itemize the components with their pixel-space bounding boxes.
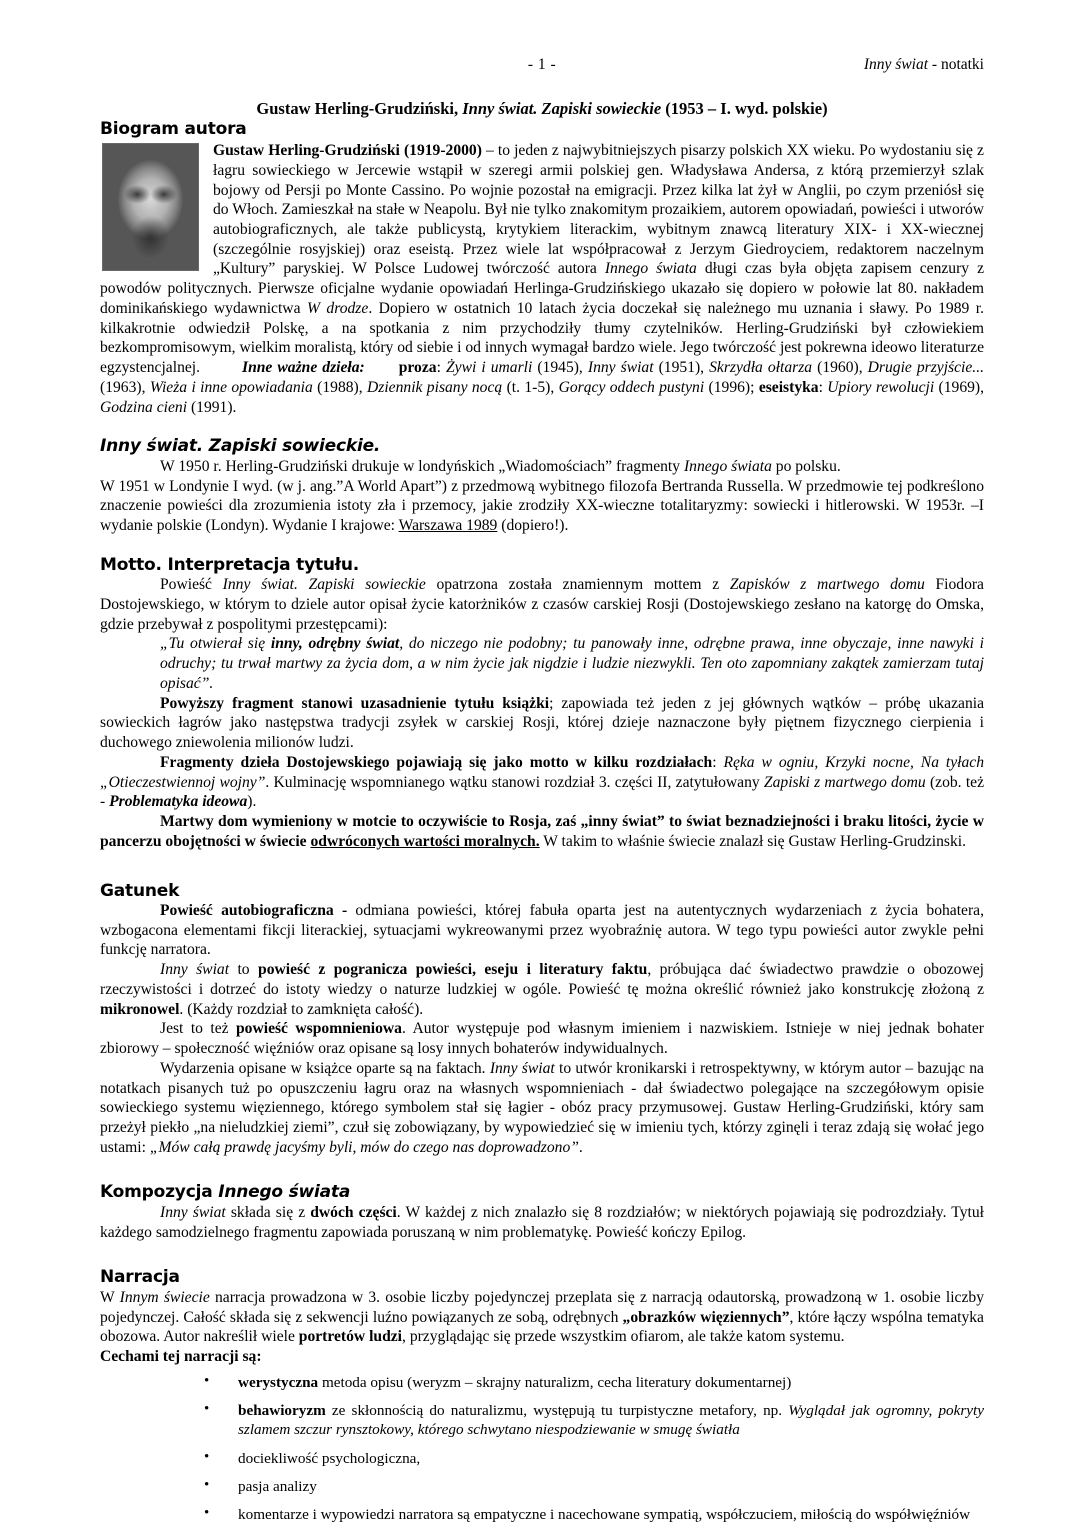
title-edition: (1953 – I. wyd. polskie)	[661, 99, 828, 118]
gatunek-paragraph-4	[100, 1059, 984, 1158]
heading-kompozycja	[100, 1183, 984, 1203]
proza-colon: :	[436, 359, 446, 377]
narracja-term-obrazki: „obrazków więziennych”	[622, 1308, 790, 1326]
kompozycja-work-title: Inny świat	[160, 1203, 226, 1221]
work-year: (1960),	[812, 359, 868, 377]
motto-quote-block	[160, 634, 984, 693]
heading-gatunek	[100, 882, 984, 902]
inny-swiat-p2-text: W 1951 w Londynie I wyd. (w j. ang.”A World Apart”) z przedmową wybitnego filozofa Bertranda Russella. W przedmowie tej podkreślono znaczenie powieści dla zrozumienia istoty zła i przemocy, jakie zrodziły XX-wieczne totalitaryzmy: sowiecki i hitlerowski. W 1953r. –I wydanie polskie (Londyn). Wydanie I krajowe:	[100, 477, 984, 534]
motto-paragraph-2	[100, 694, 984, 753]
work-title: Żywi i umarli	[445, 359, 533, 377]
narracja-work-title: Innym świecie	[119, 1288, 210, 1306]
work-year: (1991).	[187, 398, 237, 416]
motto-paragraph-4	[100, 812, 984, 851]
biography-block	[100, 141, 984, 417]
author-portrait-photo	[102, 143, 199, 271]
title-work: Inny świat. Zapiski sowieckie	[462, 99, 662, 118]
work-title: Gorący oddech pustyni	[558, 378, 705, 396]
header-title-rest: - notatki	[928, 56, 984, 73]
page-number: - 1 -	[527, 56, 557, 73]
work-innego-swiata: Innego świata	[604, 260, 697, 278]
inny-swiat-paragraph-1	[100, 457, 984, 477]
eseistyka-label: eseistyka	[758, 378, 819, 396]
list-item	[238, 1401, 984, 1440]
work-title: Drugie przyjście...	[867, 359, 984, 377]
motto-paragraph-3	[100, 753, 984, 812]
motto-p1-c: Fiodora Dostojewskiego, w którym to dziele autor opisał życie katorżników z czasów carskiej Rosji (Dostojewskiego zesłano na katorgę do Omska, gdzie przebywał z pospolitymi przestępcami):	[100, 576, 984, 633]
kompozycja-paragraph	[100, 1203, 984, 1242]
inny-swiat-p1-a: W 1950 r. Herling-Grudziński drukuje w londyńskich „Wiadomościach” fragmenty	[160, 457, 684, 475]
gatunek-p4-b: to utwór kronikarski i retrospektywny, w którym autor – bazując na notatkach pisanych tuż po opuszczeniu łagru oraz na własnych wspomnieniach - dał świadectwo polegające na szczegółowym opisie sowieckiego systemu więziennego, którego symbolem stał się łagier - obóz pracy przymusowej. Gustaw Herling-Grudziński, który sam przeżył piekło „na nieludzkiej ziemi”, czuł się zobowiązany, by wypowiedzieć się w imieniu tych, którzy zginęli i teraz zdają się wołać jego ustami:	[100, 1059, 984, 1156]
gatunek-term-3: powieść wspomnieniowa	[236, 1020, 402, 1038]
gatunek-term-mikronowel: mikronowel	[100, 1000, 180, 1018]
work-year: (1969),	[934, 378, 985, 396]
list-item-text: pasja analizy	[238, 1477, 317, 1495]
heading-inny-swiat-label: Inny świat. Zapiski sowieckie.	[100, 436, 381, 457]
list-item-example: Wyglądał jak ogromny, pokryty szlamem szczur rynsztokowy, którego schwytano niespodziewanie w smugę światła	[238, 1402, 984, 1439]
page-title	[100, 99, 984, 120]
list-item-text: metoda opisu (weryzm – skrajny naturalizm, cecha literatury dokumentarnej)	[318, 1373, 792, 1391]
author-name-bold: Gustaw Herling-Grudziński (1919-2000)	[213, 142, 482, 160]
narracja-features-label	[100, 1347, 984, 1367]
heading-narracja	[100, 1268, 984, 1288]
first-domestic-edition-underlined: Warszawa 1989	[398, 516, 498, 534]
publisher-w-drodze: W drodze	[306, 299, 369, 317]
gatunek-p1-rest: odmiana powieści, której fabuła oparta jest na autentycznych wydarzeniach z życia bohatera, wzbogacona elementami fikcji literackiej, sytuacjami wykreowanymi przez wyobraźnię autora. W tego typu powieści autor zwykle pełni funkcję narratora.	[100, 902, 984, 959]
narracja-paragraph-1	[100, 1288, 984, 1347]
heading-narracja-label: Narracja	[100, 1267, 180, 1288]
gatunek-work-title-2: Inny świat	[489, 1059, 555, 1077]
motto-chapter-title-2: Zapiski z martwego domu	[763, 773, 926, 791]
motto-cross-reference: Problematyka ideowa	[109, 793, 248, 811]
gatunek-paragraph-2	[100, 960, 984, 1019]
motto-p4-underlined: odwróconych wartości moralnych.	[310, 832, 540, 850]
work-title: Dziennik pisany nocą	[367, 378, 503, 396]
heading-gatunek-label: Gatunek	[100, 880, 180, 901]
gatunek-p3-a: Jest to też	[160, 1020, 236, 1038]
narracja-features-list	[100, 1373, 984, 1525]
motto-p2-rest: ; zapowiada też jeden z jej głównych wątków – próbę ukazania sowieckich łagrów jako następstwa tradycji zsyłek w carskiej Rosji, której dzieje naznaczone były piętnem fizycznego cierpienia i duchowego zniewolenia milionów ludzi.	[100, 694, 984, 752]
quote-part-a: „Tu otwierał się	[160, 635, 271, 653]
motto-p1-a: Powieść	[160, 576, 223, 594]
motto-p3-colon: :	[712, 753, 724, 771]
kompozycja-parts-count: dwóch części	[310, 1203, 397, 1221]
header-document-title	[864, 56, 984, 75]
features-label-text: Cechami tej narracji są:	[100, 1348, 262, 1366]
motto-work-title-1: Inny świat. Zapiski sowieckie	[222, 576, 426, 594]
motto-p3-bold: Fragmenty dzieła Dostojewskiego pojawiają się jako motto w kilku rozdziałach	[160, 753, 713, 771]
list-item	[238, 1505, 984, 1524]
biography-part-2: długi czas była objęta zapisem cenzury z powodów politycznych. Pierwsze oficjalne wydanie opowiadań Herlinga-Grudzińskiego ukazało się dopiero w połowie lat 80. nakładem dominikańskiego wydawnictwa	[100, 260, 984, 317]
work-title: Inny świat	[587, 359, 654, 377]
biography-part-1: – to jeden z najwybitniejszych pisarzy polskich XX wieku. Po wydostaniu się z łagru sowieckiego w Jercewie wstąpił w szeregi armii polskiej gen. Władysława Andersa, z którą przemierzył szlak bojowy od Persji po Monte Cassino. Po wojnie pozostał na emigracji. Przez kilka lat żył w Anglii, po czym przeniósł się do Włoch. Zamieszkał na stałe w Neapolu. Był nie tylko znakomitym prozaikiem, autorem opowiadań, powieści i utworów autobiograficznych, ale także publicystą, krytykiem literackim, wybitnym znawcą literatury XIX- i XX-wiecznej (szczególnie rosyjskiej) oraz eseistą. Przez wiele lat współpracował z Jerzym Giedroyciem, redaktorem naczelnym „Kultury” paryskiej. W Polsce Ludowej twórczość autora	[213, 142, 984, 278]
motto-p4-bold: Martwy dom wymieniony w motcie to oczywiście to Rosja, zaś „inny świat” to świat beznadziejności i braku litości, życie w pancerzu obojętności w świecie	[100, 813, 984, 850]
list-item-term: behawioryzm	[238, 1402, 326, 1420]
narracja-p1-d: , przyglądając się przede wszystkim ofiarom, ale także katom systemu.	[402, 1328, 845, 1346]
work-year: (1951),	[653, 359, 710, 377]
heading-motto-interpretacja	[100, 556, 984, 576]
quote-emphasis: inny, odrębny świat	[270, 635, 400, 653]
narracja-p1-a: W	[100, 1288, 120, 1306]
inny-swiat-p1-b: po polsku.	[771, 457, 841, 475]
gatunek-p2-b: , próbująca dać świadectwo prawdzie o obozowej rzeczywistości i dotrzeć do istoty wiedzy o naturze ludzkiej w ogóle. Powieść tę można określić również jako konstrukcję złożoną z	[100, 961, 984, 998]
gatunek-p3-b: . Autor występuje pod własnym imieniem i nazwiskiem. Istnieje w niej jednak bohater zbiorowy – społeczność więźniów oraz opisane są losy innych bohaterów indywidualnych.	[100, 1020, 984, 1058]
gatunek-p4-a: Wydarzenia opisane w książce oparte są na faktach.	[160, 1059, 490, 1077]
list-item-term: werystyczna	[238, 1373, 319, 1391]
heading-biogram-label: Biogram autora	[100, 118, 247, 139]
quote-part-b: , do niczego nie podobny; tu panowały inne, odrębne prawa, inne obyczaje, inne nawyki i odruchy; tu trwał martwy za życia dom, a w nim życie jak nigdzie i ludzie niezwykli. Ten oto zapomniany zakątek zamierzam tutaj opisać”.	[160, 635, 984, 692]
narracja-p1-b: narracja prowadzona w 3. osobie liczby pojedynczej przeplata się z narracją odautorską, prowadzoną w 1. osobie liczby pojedynczej. Całość składa się z sekwencji luźno powiązanych ze sobą, odrębnych	[100, 1288, 984, 1326]
work-year: (1963),	[100, 378, 150, 396]
heading-kompozycja-work: Innego świata	[218, 1182, 351, 1203]
motto-p4-rest: W takim to właśnie świecie znalazł się Gustaw Herling-Grudzinski.	[539, 832, 967, 850]
motto-p3-rest2: (zob. też -	[100, 773, 985, 811]
list-item	[238, 1373, 984, 1392]
narracja-p1-c: , które łączy wspólna tematyka obozowa. Autor nakreślił wiele	[100, 1308, 984, 1346]
gatunek-p2-a: to	[229, 961, 259, 979]
work-year: (1945),	[532, 359, 588, 377]
heading-inny-swiat-zapiski	[100, 437, 984, 457]
heading-motto-label: Motto. Interpretacja tytułu	[100, 554, 353, 575]
work-year: (t. 1-5),	[502, 378, 559, 396]
motto-p1-b: opatrzona została znamiennym mottem z	[425, 576, 730, 594]
biography-text	[100, 141, 984, 417]
work-title: Godzina cieni	[100, 398, 188, 416]
list-item	[238, 1477, 984, 1496]
gatunek-paragraph-3	[100, 1019, 984, 1058]
work-title: Skrzydła ołtarza	[709, 359, 813, 377]
biography-paragraph	[100, 141, 984, 417]
list-item-text: komentarze i wypowiedzi narratora są empatyczne i nacechowane sympatią, współczuciem, miłością do współwięźniów	[238, 1506, 971, 1524]
motto-work-title-2: Zapisków z martwego domu	[729, 576, 925, 594]
list-item	[238, 1449, 984, 1468]
heading-kompozycja-label: Kompozycja	[100, 1182, 219, 1203]
other-works-label: Inne ważne dzieła:	[242, 359, 365, 377]
eseistyka-colon: :	[818, 378, 828, 396]
list-item-text: ze skłonnością do naturalizmu, występują tu turpistyczne metafory, np.	[325, 1402, 789, 1420]
heading-biogram-autora	[100, 120, 984, 140]
gatunek-paragraph-1	[100, 901, 984, 960]
motto-p3-rest3: ).	[247, 793, 257, 811]
biography-part-3: . Dopiero w ostatnich 10 latach życia doczekał się należnego mu uznania i sławy. Po 1989 r. kilkakrotnie odwiedził Polskę, a na spotkania z nim przychodziły tłumy czytelników. Herling-Grudziński był człowiekiem bezkompromisowym, wielkim moralistą, który od siebie i od innych wymagał bardzo wiele. Jego twórczość jest pokrewna ideowo literaturze egzystencjalnej.	[100, 299, 984, 377]
kompozycja-p1-a: składa się z	[225, 1203, 311, 1221]
inny-swiat-p1-italic: Innego świata	[683, 457, 772, 475]
title-author: Gustaw Herling-Grudziński,	[256, 99, 463, 118]
gatunek-closing-quote: „Mów całą prawdę jacyśmy byli, mów do czego nas doprowadzono”	[149, 1138, 579, 1156]
work-title: Wieża i inne opowiadania	[149, 378, 313, 396]
gatunek-p4-c: .	[578, 1138, 583, 1156]
header-title-italic: Inny świat	[863, 56, 929, 73]
gatunek-work-title: Inny świat	[160, 961, 230, 979]
list-item-text: dociekliwość psychologiczna,	[238, 1449, 421, 1467]
narracja-term-portrety: portretów ludzi	[298, 1328, 403, 1346]
motto-p2-bold: Powyższy fragment stanowi uzasadnienie tytułu książki	[160, 694, 550, 712]
inny-swiat-p2-end: (dopiero!).	[497, 516, 569, 534]
inny-swiat-paragraph-2	[100, 477, 984, 536]
proza-label: proza	[398, 359, 437, 377]
work-title: Upiory rewolucji	[827, 378, 935, 396]
gatunek-term-1: Powieść autobiograficzna -	[160, 902, 348, 920]
work-year: (1996);	[704, 378, 759, 396]
gatunek-term-2: powieść z pogranicza powieści, eseju i literatury faktu	[258, 961, 648, 979]
kompozycja-p1-b: . W każdej z nich znalazło się 8 rozdziałów; w niektórych pojawiają się podrozdziały. Tytuł każdego samodzielnego fragmentu zapowiada poruszaną w nim problematykę. Powieść kończy Epilog.	[100, 1203, 984, 1241]
heading-motto-dot: .	[352, 554, 360, 575]
motto-chapter-titles: Ręka w ogniu, Krzyki nocne, Na tyłach „Otieczestwiennoj wojny”	[100, 753, 985, 791]
motto-p3-rest: . Kulminację wspomnianego wątku stanowi rozdział 3. części II, zatytułowany	[265, 773, 764, 791]
motto-paragraph-1	[100, 575, 984, 634]
gatunek-p2-c: . (Każdy rozdział to zamknięta całość).	[179, 1000, 424, 1018]
running-header	[100, 56, 984, 78]
work-year: (1988),	[312, 378, 368, 396]
